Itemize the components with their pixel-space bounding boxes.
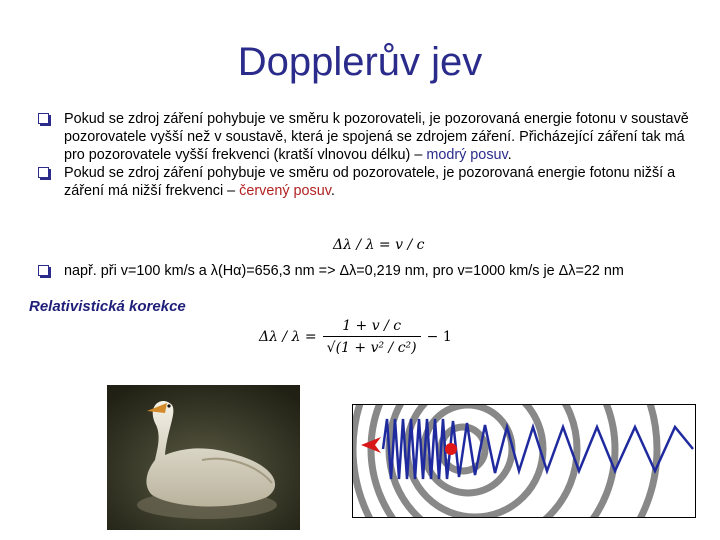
slide-title: Dopplerův jev: [237, 40, 483, 84]
checkbox-bullet-icon: [38, 167, 49, 178]
formula-lhs: Δλ / λ =: [259, 329, 317, 345]
relativistic-formula: [258, 318, 453, 356]
doppler-wave-diagram: [352, 404, 696, 518]
bullet-text: Pokud se zdroj záření pohybuje ve směru k pozorovateli, je pozorovaná energie fotonu v soustavě pozorovatele vyšší než v soustavě, která je spojená se zdrojem záření. Přicházející záření tak má pro pozorovatele vyšší frekvenci (kratší vlnovou délku) –: [64, 111, 689, 163]
blue-shift-term: modrý posuv: [426, 147, 508, 163]
relativistic-heading: Relativistická korekce: [29, 298, 186, 315]
bullet-example: [34, 262, 704, 280]
checkbox-bullet-icon: [38, 113, 49, 124]
bullet-end: .: [507, 147, 512, 163]
swan-photo: [107, 385, 300, 530]
formula-numerator: 1 + v / c: [323, 318, 421, 337]
formula-denominator: √(1 + v² / c²): [326, 340, 417, 356]
source-dot-icon: [445, 443, 457, 455]
bullet-redshift: [34, 164, 694, 200]
doppler-formula: Δλ / λ = v / c: [333, 237, 425, 253]
bullet-end: .: [330, 183, 335, 199]
red-shift-term: červený posuv: [239, 183, 331, 199]
bullet-blueshift: [34, 110, 694, 164]
example-text: např. při v=100 km/s a λ(Hα)=656,3 nm => Δλ=0,219 nm, pro v=1000 km/s je Δλ=22 nm: [64, 263, 624, 279]
checkbox-bullet-icon: [38, 265, 49, 276]
bullet-text: Pokud se zdroj záření pohybuje ve směru od pozorovatele, je pozorovaná energie fotonu nižší a záření má nižší frekvenci –: [64, 165, 676, 199]
formula-rhs: − 1: [426, 329, 452, 345]
bullet-list: [34, 110, 694, 200]
